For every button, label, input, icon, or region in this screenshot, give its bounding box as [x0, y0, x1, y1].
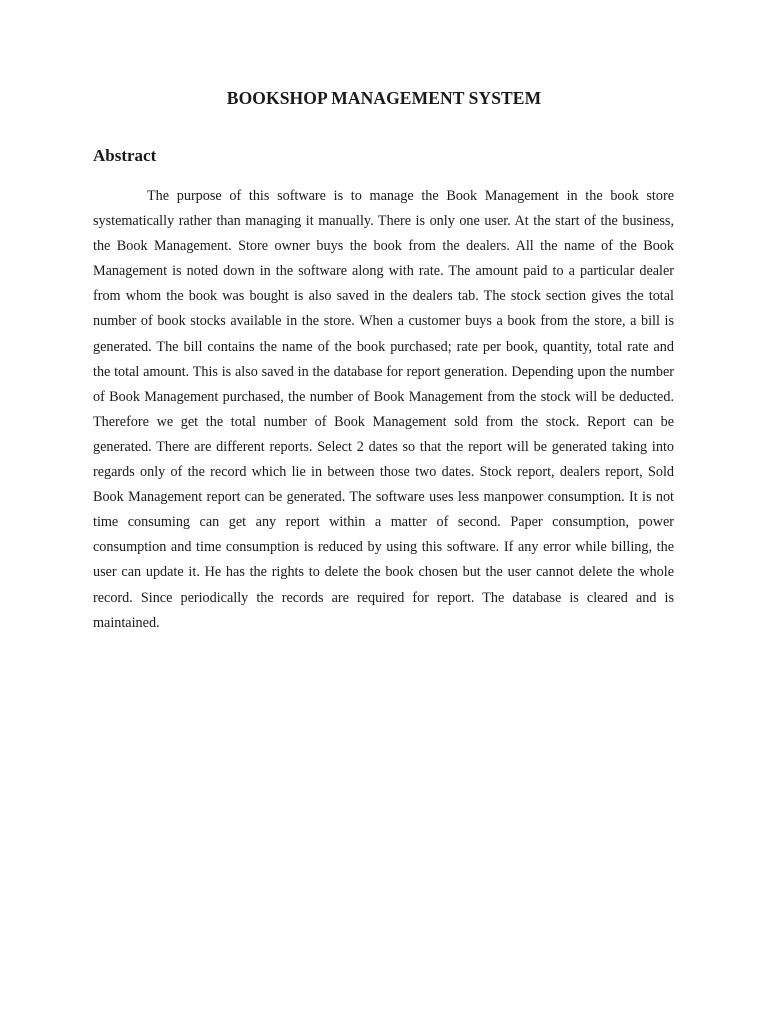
abstract-paragraph: The purpose of this software is to manage the Book Management in the book store systematically rather than managing it manually. There is only one user. At the start of the business, the Book Management. Store owner buys the book from the dealers. All the name of the Book Management is noted down in the software along with rate. The amount paid to a particular dealer from whom the book was bought is also saved in the dealers tab. The stock section gives the total number of book stocks available in the store. When a customer buys a book from the store, a bill is generated. The bill contains the name of the book purchased; rate per book, quantity, total rate and the total amount. This is also saved in the database for report generation. Depending upon the number of Book Management purchased, the number of Book Management from the stock will be deducted. Therefore we get the total number of Book Management sold from the stock. Report can be generated. There are different reports. Select 2 dates so that the report will be generated taking into regards only of the record which lie in between those two dates. Stock report, dealers report, Sold Book Management report can be generated. The software uses less manpower consumption. It is not time consuming can get any report within a matter of second. Paper consumption, power consumption and time consumption is reduced by using this software. If any error while billing, the user can update it. He has the rights to delete the book chosen but the user cannot delete the whole record. Since periodically the records are required for report. The database is cleared and is maintained.	[93, 188, 674, 631]
document-title: BOOKSHOP MANAGEMENT SYSTEM	[226, 88, 542, 108]
abstract-heading: Abstract	[93, 146, 157, 165]
